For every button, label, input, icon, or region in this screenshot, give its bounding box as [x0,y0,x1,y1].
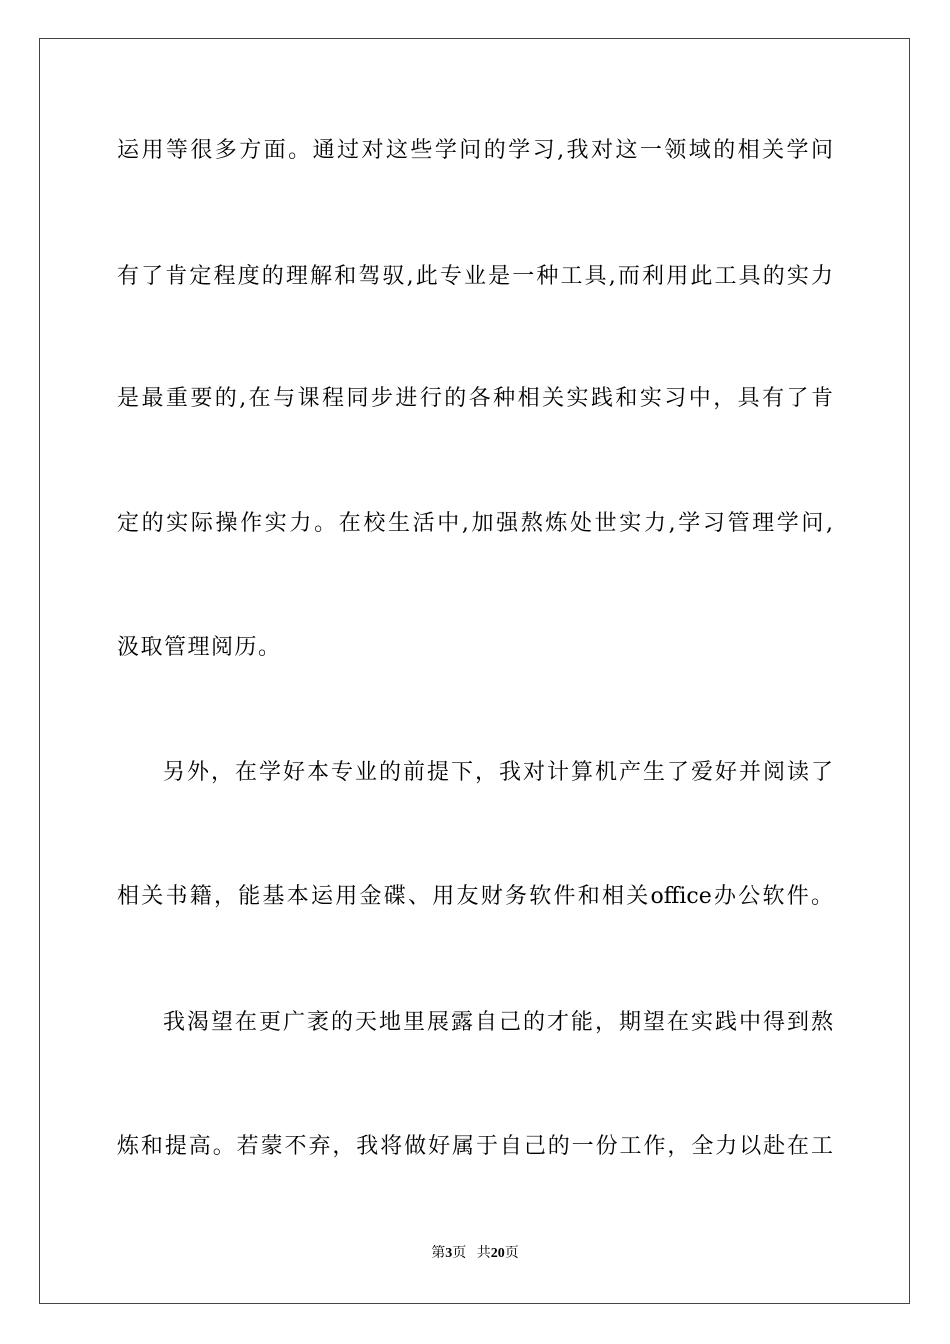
page-border [39,38,910,1304]
footer-page-suffix: 页 [452,1246,467,1261]
footer-total-suffix: 页 [504,1246,519,1261]
footer-page-total: 20 [490,1246,505,1261]
paragraph-line-5: 汲取管理阅历。 [117,635,282,660]
paragraph-line-9: 炼和提高。若蒙不弃，我将做好属于自己的一份工作，全力以赴在工 [117,1134,833,1159]
paragraph-line-1: 运用等很多方面。通过对这些学问的学习,我对这一领域的相关学问 [117,138,833,163]
paragraph-line-6: 另外，在学好本专业的前提下，我对计算机产生了爱好并阅读了 [163,760,833,785]
page-footer [0,1245,950,1263]
paragraph-line-3: 是最重要的,在与课程同步进行的各种相关实践和实习中，具有了肯 [117,386,833,411]
footer-page-prefix: 第 [431,1246,446,1261]
paragraph-line-4: 定的实际操作实力。在校生活中,加强熬炼处世实力,学习管理学问, [117,511,833,536]
paragraph-line-7: 相关书籍，能基本运用金碟、用友财务软件和相关office办公软件。 [117,884,833,909]
footer-page-current: 3 [445,1246,453,1261]
paragraph-line-8: 我渴望在更广袤的天地里展露自己的才能，期望在实践中得到熬 [163,1010,833,1035]
paragraph-line-2: 有了肯定程度的理解和驾驭,此专业是一种工具,而利用此工具的实力 [117,264,833,289]
footer-total-prefix: 共 [476,1246,491,1261]
